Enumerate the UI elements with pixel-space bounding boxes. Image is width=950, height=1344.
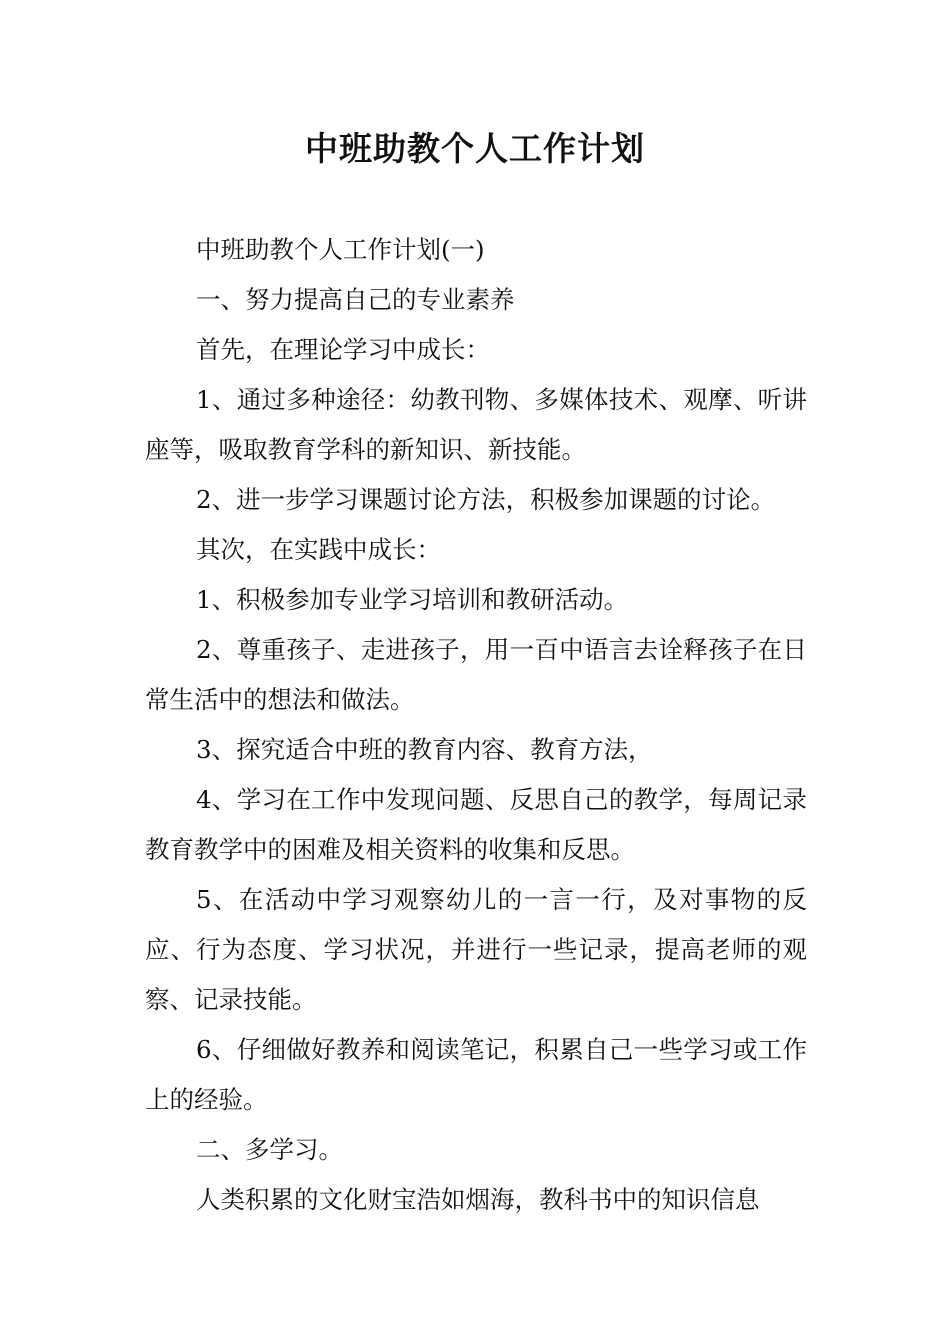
document-body [145, 225, 807, 1225]
list-item: 3、探究适合中班的教育内容、教育方法， [196, 735, 653, 764]
list-item: 1、积极参加专业学习培训和教研活动。 [196, 585, 629, 614]
paragraph: 人类积累的文化财宝浩如烟海，教科书中的知识信息 [196, 1185, 760, 1214]
document-title: 中班助教个人工作计划 [305, 129, 645, 168]
section-heading: 一、努力提高自己的专业素养 [196, 285, 515, 314]
list-item: 2、尊重孩子、走进孩子，用一百中语言去诠释孩子在日常生活中的想法和做法。 [145, 635, 807, 714]
paragraph: 首先，在理论学习中成长： [196, 335, 490, 364]
section-heading: 二、多学习。 [196, 1135, 343, 1164]
list-item: 6、仔细做好教养和阅读笔记，积累自己一些学习或工作上的经验。 [145, 1035, 807, 1114]
list-item: 5、在活动中学习观察幼儿的一言一行，及对事物的反应、行为态度、学习状况，并进行一些记录，提高老师的观察、记录技能。 [145, 885, 807, 1014]
list-item: 4、学习在工作中发现问题、反思自己的教学，每周记录教育教学中的困难及相关资料的收集和反思。 [145, 785, 807, 864]
list-item: 2、进一步学习课题讨论方法，积极参加课题的讨论。 [196, 485, 776, 514]
paragraph: 其次，在实践中成长： [196, 535, 441, 564]
list-item: 1、通过多种途径：幼教刊物、多媒体技术、观摩、听讲座等，吸取教育学科的新知识、新技能。 [145, 385, 807, 464]
paragraph: 中班助教个人工作计划(一) [196, 235, 485, 264]
